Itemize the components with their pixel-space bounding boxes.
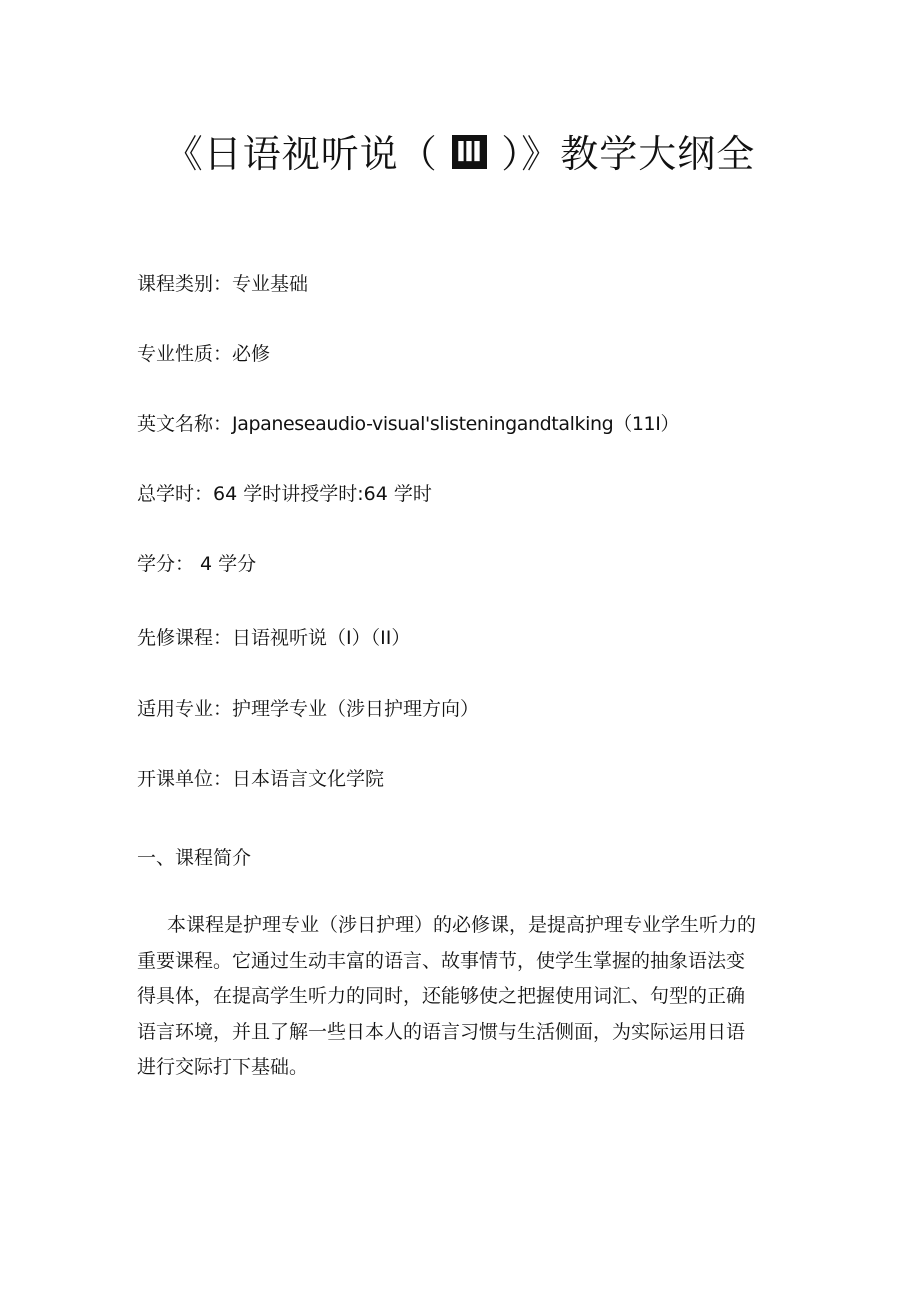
field-label: 英文名称：: [137, 413, 233, 435]
paragraph-line: 进行交际打下基础。: [137, 1056, 309, 1078]
field-english-name: [137, 409, 679, 439]
section-heading-course-intro: 一、课程简介: [137, 847, 252, 869]
title-suffix: ）》教学大纲全: [501, 132, 756, 176]
field-label: 总学时：: [137, 483, 214, 505]
field-prerequisites: [137, 623, 410, 653]
paragraph-line: 重要课程。它通过生动丰富的语言、故事情节，使学生掌握的抽象语法变: [137, 949, 746, 972]
title-prefix: 《日语视听说（: [164, 132, 438, 176]
field-value: 日本语言文化学院: [232, 768, 385, 790]
field-value: 64 学时讲授学时:64 学时: [213, 483, 432, 505]
field-value: Japaneseaudio-visual'slisteningandtalking（11I）: [232, 413, 680, 435]
document-title: [0, 126, 920, 182]
field-value: 4 学分: [194, 553, 257, 575]
field-label: 课程类别：: [137, 273, 233, 295]
field-applicable-major: [137, 694, 479, 724]
field-label: 适用专业：: [137, 698, 233, 720]
field-course-category: [137, 269, 308, 299]
field-credits: [137, 549, 256, 579]
field-value: 必修: [232, 343, 271, 365]
field-label: 先修课程：: [137, 627, 233, 649]
title-roman-numeral-badge: Ⅲ: [452, 135, 487, 169]
field-value: 护理学专业（涉日护理方向）: [232, 698, 480, 720]
paragraph-line: 本课程是护理专业（涉日护理）的必修课，是提高护理专业学生听力的: [167, 914, 757, 936]
field-course-nature: [137, 339, 270, 369]
paragraph-line: 得具体，在提高学生听力的同时，还能够使之把握使用词汇、句型的正确: [137, 985, 746, 1007]
field-total-hours: [137, 479, 432, 509]
field-value: 专业基础: [232, 273, 309, 295]
field-label: 专业性质：: [137, 343, 233, 365]
field-label: 开课单位：: [137, 768, 233, 790]
field-offering-unit: [137, 764, 384, 794]
field-label: 学分：: [137, 553, 195, 575]
paragraph-line: 语言环境，并且了解一些日本人的语言习惯与生活侧面，为实际运用日语: [137, 1020, 746, 1043]
field-value: 日语视听说（I）（II）: [232, 627, 411, 649]
course-intro-paragraph: [137, 908, 787, 1086]
